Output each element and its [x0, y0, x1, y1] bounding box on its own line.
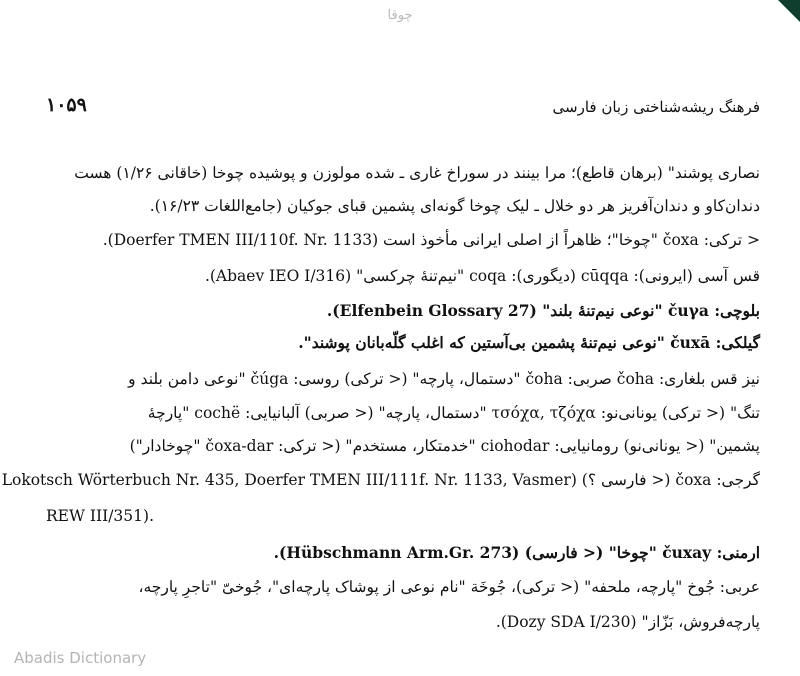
book-title: فرهنگ ریشه‌شناختی زبان فارسی [552, 98, 760, 116]
site-watermark: Abadis Dictionary [14, 649, 147, 667]
entry-line: گیلکی: čuxā "نوعی نیم‌تنهٔ پشمین بی‌آستین که اغلب گلّه‌بانان پوشند". [298, 333, 760, 352]
entry-line: تنگ" (< ترکی) یونانی‌نو: τσόχα, τζόχα "دستمال، پارچه" (< صربی) آلبانیایی: cochë "پارچهٔ [147, 404, 760, 422]
entry-line: گرجی: čoxa (< فارسی ؟) (Lokotsch Wörterbuch Nr. 435, Doerfer TMEN III/111f. Nr. 1133, Vasmer [1, 471, 760, 489]
entry-line: عربی: جُوخ "پارچه، ملحفه" (< ترکی)، جُوخَة "نام نوعی از پوشاک پارچه‌ای"، جُوخیّ "تاجرِ پارچه، [138, 578, 760, 596]
entry-line: ارمنی: čuxay "چوخا" (< فارسی) (Hübschmann Arm.Gr. 273). [273, 543, 760, 562]
headword-label: چوقا [387, 8, 413, 23]
entry-line: < ترکی: čoxa "چوخا"؛ ظاهراً از اصلی ایرانی مأخوذ است (Doerfer TMEN III/110f. Nr. 1133). [102, 231, 760, 249]
entry-line: پشمین" (< یونانی‌نو) رومانیایی: ciohodar "خدمتکار، مستخدم" (< ترکی: čoxa-dar "چوخادار") [129, 437, 760, 455]
entry-line: پارچه‌فروش، بَزّاز" (Dozy SDA I/230). [495, 613, 760, 631]
entry-line: دندان‌کاو و دندان‌آفریز هر دو خلال ـ لیک چوخا گونه‌ای پشمین قبای جوکیان (جامع‌اللغات ۱۶/۲۳). [149, 197, 760, 215]
entry-line: نیز قس بلغاری: čoha صربی: čoha "دستمال، پارچه" (< ترکی) روسی: čúga "نوعی دامن بلند و [128, 370, 760, 388]
entry-line: REW III/351). [46, 507, 154, 525]
page-number: ۱۰۵۹ [46, 94, 87, 116]
entry-line: نصاری پوشند" (برهان قاطع)؛ مرا بینند در سوراخ غاری ـ شده مولوزن و پوشیده چوخا (خاقانی ۱/۲۶) هست [74, 164, 760, 182]
entry-line: بلوچی: čuγa "نوعی نیم‌تنهٔ بلند" (Elfenbein Glossary 27). [326, 301, 760, 320]
entry-line: قس آسی (ایرونی): cūqqa (دیگوری): coqa "نیم‌تنهٔ چرکسی" (Abaev IEO I/316). [204, 267, 760, 285]
